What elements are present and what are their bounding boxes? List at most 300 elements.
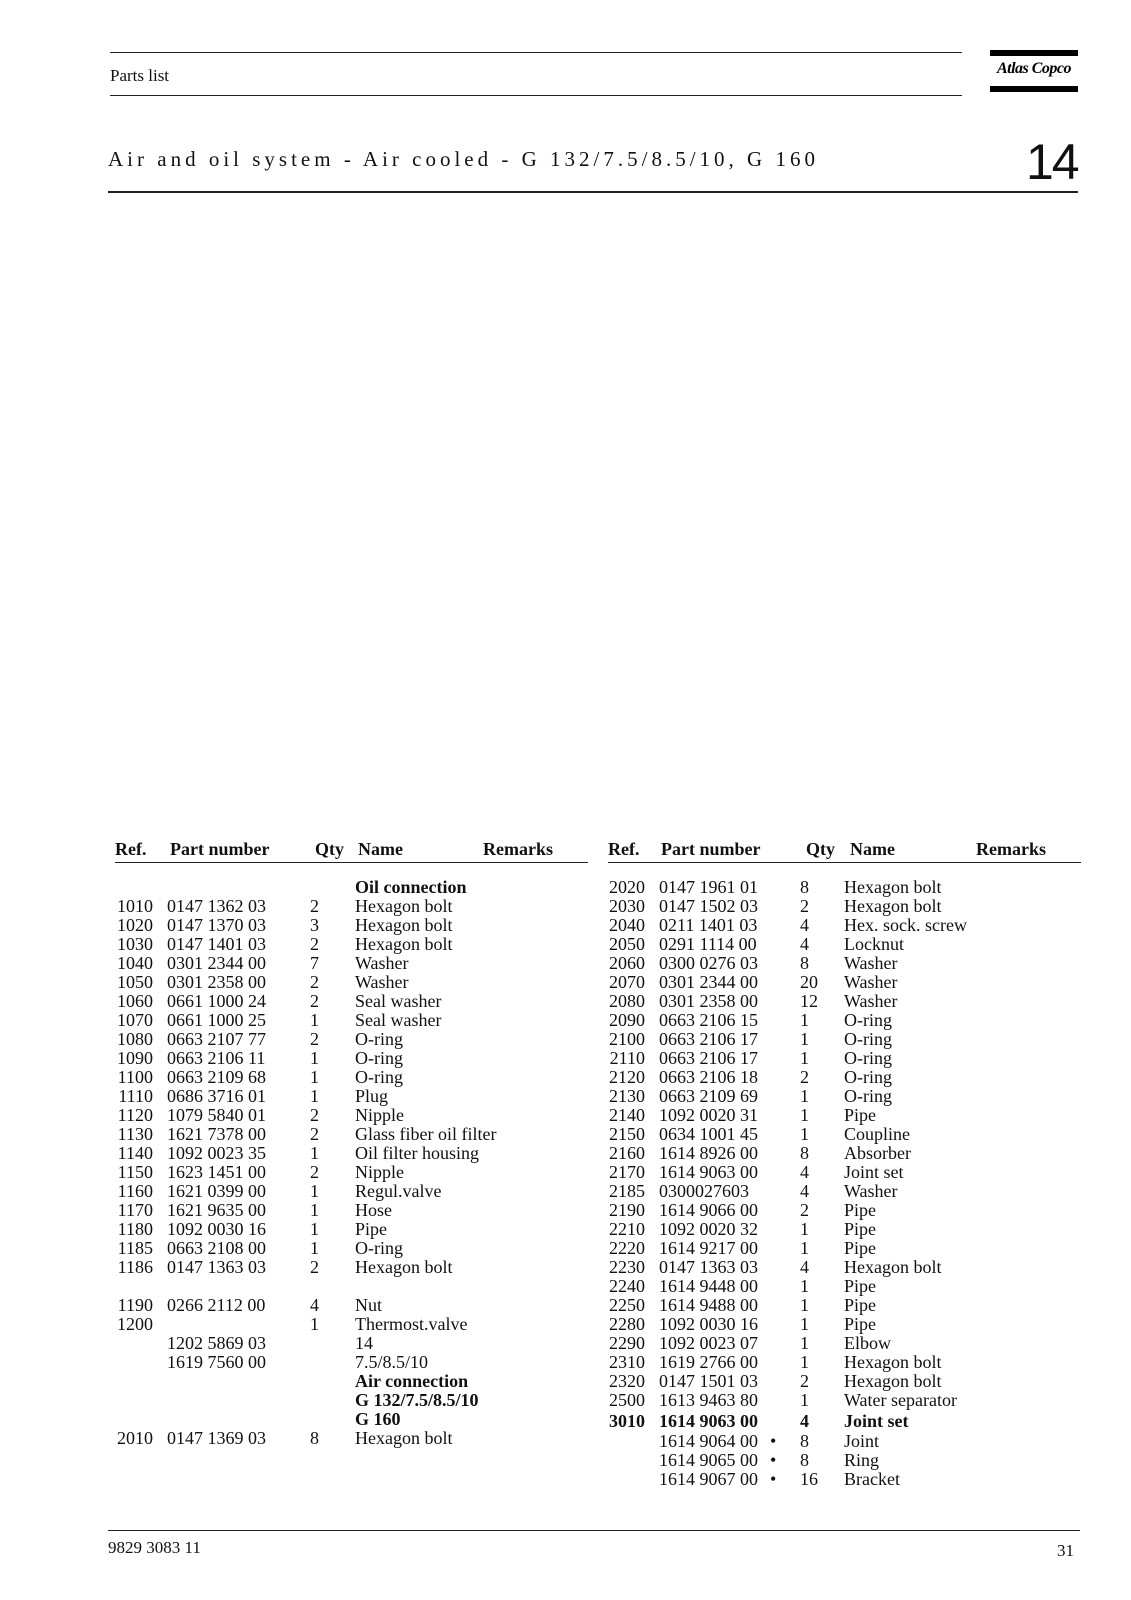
parts-row xyxy=(113,1277,583,1296)
part-number-cell: 1092 0020 32 xyxy=(659,1219,758,1239)
name-cell: O-ring xyxy=(355,1067,403,1087)
ref-cell: 1010 xyxy=(117,896,153,916)
qty-cell: 2 xyxy=(310,1257,319,1277)
parts-row xyxy=(113,954,583,973)
qty-cell: 2 xyxy=(310,972,319,992)
qty-cell: 4 xyxy=(800,1162,809,1182)
part-number-cell: 1614 9065 00 xyxy=(659,1450,758,1470)
ref-cell: 1060 xyxy=(117,991,153,1011)
qty-cell: 2 xyxy=(800,1371,809,1391)
ref-cell: 1160 xyxy=(117,1181,153,1201)
name-cell: G 132/7.5/8.5/10 xyxy=(355,1390,479,1410)
name-cell: Nipple xyxy=(355,1105,404,1125)
name-cell: Hexagon bolt xyxy=(844,896,942,916)
col-head-ref: Ref. xyxy=(115,839,147,859)
ref-cell: 1186 xyxy=(117,1257,153,1277)
ref-cell: 2500 xyxy=(609,1390,645,1410)
ref-cell: 2060 xyxy=(609,953,645,973)
qty-cell: 1 xyxy=(800,1086,809,1106)
name-cell: Pipe xyxy=(844,1276,877,1296)
name-cell: O-ring xyxy=(844,1029,892,1049)
name-cell: Joint set xyxy=(844,1411,909,1431)
part-number-cell: 0147 1363 03 xyxy=(659,1257,758,1277)
parts-row xyxy=(113,1239,583,1258)
qty-cell: 8 xyxy=(800,877,809,897)
qty-cell: 1 xyxy=(800,1105,809,1125)
parts-row xyxy=(605,1087,1075,1106)
parts-row xyxy=(605,935,1075,954)
name-cell: Bracket xyxy=(844,1469,900,1489)
name-cell: Air connection xyxy=(355,1371,469,1391)
title-rule xyxy=(108,191,1078,193)
parts-row xyxy=(113,1144,583,1163)
parts-row xyxy=(605,1125,1075,1144)
name-cell: O-ring xyxy=(844,1067,892,1087)
col-head-remarks: Remarks xyxy=(483,839,553,859)
part-number-cell: 1614 9217 00 xyxy=(659,1238,758,1258)
name-cell: Hexagon bolt xyxy=(355,896,453,916)
part-number-cell: 1092 0030 16 xyxy=(167,1219,266,1239)
parts-row xyxy=(113,1258,583,1277)
parts-row xyxy=(605,1315,1075,1334)
parts-row xyxy=(605,1049,1075,1068)
qty-cell: 7 xyxy=(310,953,319,973)
name-cell: Hexagon bolt xyxy=(355,915,453,935)
qty-cell: 2 xyxy=(310,1162,319,1182)
ref-cell: 2240 xyxy=(609,1276,645,1296)
parts-row xyxy=(113,1163,583,1182)
part-number-cell: 0663 2106 17 xyxy=(659,1029,758,1049)
table-right-rule xyxy=(608,862,1081,863)
ref-cell: 2160 xyxy=(609,1143,645,1163)
col-head-qty: Qty xyxy=(806,839,835,859)
name-cell: Oil connection xyxy=(355,877,467,897)
name-cell: Regul.valve xyxy=(355,1181,442,1201)
qty-cell: 4 xyxy=(800,934,809,954)
part-number-cell: 0147 1401 03 xyxy=(167,934,266,954)
ref-cell: 3010 xyxy=(609,1411,645,1431)
part-number-cell: 0661 1000 25 xyxy=(167,1010,266,1030)
part-number-cell: 1619 7560 00 xyxy=(167,1352,266,1372)
parts-row xyxy=(605,1353,1075,1372)
parts-row xyxy=(113,1391,583,1410)
name-cell: 7.5/8.5/10 xyxy=(355,1352,429,1372)
parts-row xyxy=(605,954,1075,973)
ref-cell: 1180 xyxy=(117,1219,153,1239)
name-cell: Hexagon bolt xyxy=(355,1257,453,1277)
part-number-cell: 0663 2106 17 xyxy=(659,1048,758,1068)
name-cell: Washer xyxy=(844,1181,898,1201)
qty-cell: 2 xyxy=(310,1124,319,1144)
part-number-cell: 1614 9448 00 xyxy=(659,1276,758,1296)
atlas-copco-logo xyxy=(990,50,1078,93)
col-head-ref: Ref. xyxy=(608,839,640,859)
qty-cell: 3 xyxy=(310,915,319,935)
parts-row xyxy=(605,1470,1075,1489)
part-number-cell: 0686 3716 01 xyxy=(167,1086,266,1106)
qty-cell: 1 xyxy=(800,1124,809,1144)
header-bottom-rule xyxy=(110,95,962,96)
part-number-cell: 0301 2358 00 xyxy=(167,972,266,992)
logo-text: Atlas Copco xyxy=(996,60,1072,77)
parts-row xyxy=(113,973,583,992)
bullet-cell: • xyxy=(770,1469,777,1489)
name-cell: Plug xyxy=(355,1086,389,1106)
qty-cell: 1 xyxy=(800,1314,809,1334)
parts-row xyxy=(605,1239,1075,1258)
qty-cell: 2 xyxy=(800,896,809,916)
qty-cell: 20 xyxy=(800,972,818,992)
qty-cell: 4 xyxy=(310,1295,319,1315)
qty-cell: 1 xyxy=(310,1219,319,1239)
name-cell: Ring xyxy=(844,1450,880,1470)
parts-row xyxy=(113,992,583,1011)
qty-cell: 1 xyxy=(800,1010,809,1030)
name-cell: Pipe xyxy=(844,1314,877,1334)
ref-cell: 1140 xyxy=(117,1143,153,1163)
parts-row xyxy=(113,1372,583,1391)
page-number: 31 xyxy=(1057,1541,1074,1560)
part-number-cell: 1614 8926 00 xyxy=(659,1143,758,1163)
ref-cell: 1185 xyxy=(117,1238,153,1258)
part-number-cell: 0147 1370 03 xyxy=(167,915,266,935)
qty-cell: 2 xyxy=(310,896,319,916)
part-number-cell: 1621 0399 00 xyxy=(167,1181,266,1201)
qty-cell: 1 xyxy=(310,1200,319,1220)
parts-row xyxy=(605,1451,1075,1470)
part-number-cell: 0147 1501 03 xyxy=(659,1371,758,1391)
name-cell: Pipe xyxy=(844,1238,877,1258)
header-label: Parts list xyxy=(110,66,170,85)
name-cell: Pipe xyxy=(355,1219,388,1239)
ref-cell: 2140 xyxy=(609,1105,645,1125)
qty-cell: 1 xyxy=(800,1219,809,1239)
parts-row xyxy=(605,1144,1075,1163)
name-cell: Glass fiber oil filter xyxy=(355,1124,497,1144)
col-head-remarks: Remarks xyxy=(976,839,1046,859)
part-number-cell: 1614 9067 00 xyxy=(659,1469,758,1489)
parts-row xyxy=(113,935,583,954)
name-cell: Pipe xyxy=(844,1105,877,1125)
name-cell: Nipple xyxy=(355,1162,404,1182)
table-left-rule xyxy=(115,862,588,863)
parts-row xyxy=(113,1353,583,1372)
ref-cell: 1080 xyxy=(117,1029,153,1049)
qty-cell: 1 xyxy=(310,1181,319,1201)
ref-cell: 2170 xyxy=(609,1162,645,1182)
name-cell: O-ring xyxy=(355,1029,403,1049)
bullet-cell: • xyxy=(770,1450,777,1470)
ref-cell: 2110 xyxy=(609,1048,645,1068)
name-cell: Absorber xyxy=(844,1143,911,1163)
ref-cell: 1110 xyxy=(118,1086,153,1106)
qty-cell: 1 xyxy=(800,1048,809,1068)
parts-row xyxy=(605,916,1075,935)
parts-row xyxy=(605,1410,1075,1432)
ref-cell: 2080 xyxy=(609,991,645,1011)
name-cell: Hexagon bolt xyxy=(355,934,453,954)
qty-cell: 2 xyxy=(310,1029,319,1049)
qty-cell: 1 xyxy=(800,1352,809,1372)
name-cell: Hexagon bolt xyxy=(844,1371,942,1391)
qty-cell: 1 xyxy=(310,1010,319,1030)
part-number-cell: 0663 2109 69 xyxy=(659,1086,758,1106)
parts-row xyxy=(605,1163,1075,1182)
part-number-cell: 0147 1961 01 xyxy=(659,877,758,897)
ref-cell: 1190 xyxy=(117,1295,153,1315)
ref-cell: 2150 xyxy=(609,1124,645,1144)
ref-cell: 2290 xyxy=(609,1333,645,1353)
ref-cell: 2185 xyxy=(609,1181,645,1201)
part-number-cell: 1621 9635 00 xyxy=(167,1200,266,1220)
name-cell: Seal washer xyxy=(355,991,442,1011)
col-head-part-number: Part number xyxy=(661,839,761,859)
qty-cell: 1 xyxy=(800,1333,809,1353)
part-number-cell: 0266 2112 00 xyxy=(167,1295,266,1315)
part-number-cell: 1614 9063 00 xyxy=(659,1411,758,1431)
ref-cell: 2230 xyxy=(609,1257,645,1277)
ref-cell: 2130 xyxy=(609,1086,645,1106)
name-cell: Joint set xyxy=(844,1162,904,1182)
ref-cell: 1020 xyxy=(117,915,153,935)
parts-row xyxy=(113,1030,583,1049)
parts-row xyxy=(113,916,583,935)
qty-cell: 1 xyxy=(800,1295,809,1315)
name-cell: Hex. sock. screw xyxy=(844,915,967,935)
part-number-cell: 1614 9066 00 xyxy=(659,1200,758,1220)
name-cell: Thermost.valve xyxy=(355,1314,468,1334)
ref-cell: 2310 xyxy=(609,1352,645,1372)
qty-cell: 1 xyxy=(800,1238,809,1258)
parts-row xyxy=(605,1277,1075,1296)
part-number-cell: 0211 1401 03 xyxy=(659,915,758,935)
qty-cell: 2 xyxy=(310,1105,319,1125)
parts-row xyxy=(605,1030,1075,1049)
name-cell: Water separator xyxy=(844,1390,957,1410)
ref-cell: 1200 xyxy=(117,1314,153,1334)
name-cell: Nut xyxy=(355,1295,382,1315)
qty-cell: 12 xyxy=(800,991,818,1011)
parts-row xyxy=(605,1201,1075,1220)
parts-row xyxy=(605,1372,1075,1391)
parts-row xyxy=(113,1429,583,1448)
name-cell: Seal washer xyxy=(355,1010,442,1030)
parts-list-left xyxy=(113,878,583,1448)
name-cell: O-ring xyxy=(355,1238,403,1258)
header-top-rule xyxy=(110,52,962,53)
part-number-cell: 0661 1000 24 xyxy=(167,991,266,1011)
part-number-cell: 0663 2106 18 xyxy=(659,1067,758,1087)
logo-top-bar xyxy=(990,50,1078,56)
ref-cell: 2250 xyxy=(609,1295,645,1315)
part-number-cell: 1614 9064 00 xyxy=(659,1431,758,1451)
parts-row xyxy=(113,1220,583,1239)
parts-row xyxy=(605,1432,1075,1451)
logo-bottom-bar xyxy=(990,86,1078,92)
part-number-cell: 1619 2766 00 xyxy=(659,1352,758,1372)
ref-cell: 2280 xyxy=(609,1314,645,1334)
qty-cell: 4 xyxy=(800,1257,809,1277)
part-number-cell: 0663 2107 77 xyxy=(167,1029,266,1049)
part-number-cell: 1202 5869 03 xyxy=(167,1333,266,1353)
parts-row xyxy=(605,1106,1075,1125)
col-head-name: Name xyxy=(850,839,895,859)
parts-row xyxy=(113,1011,583,1030)
name-cell: Washer xyxy=(355,972,409,992)
ref-cell: 1100 xyxy=(117,1067,153,1087)
qty-cell: 1 xyxy=(800,1390,809,1410)
ref-cell: 2320 xyxy=(609,1371,645,1391)
ref-cell: 2010 xyxy=(117,1428,153,1448)
parts-row xyxy=(605,1011,1075,1030)
part-number-cell: 0301 2344 00 xyxy=(167,953,266,973)
ref-cell: 2100 xyxy=(609,1029,645,1049)
part-number-cell: 1092 0020 31 xyxy=(659,1105,758,1125)
qty-cell: 4 xyxy=(800,915,809,935)
ref-cell: 1070 xyxy=(117,1010,153,1030)
col-head-qty: Qty xyxy=(315,839,344,859)
qty-cell: 8 xyxy=(800,1143,809,1163)
parts-row xyxy=(113,1068,583,1087)
parts-row xyxy=(113,1182,583,1201)
bullet-cell: • xyxy=(770,1431,777,1451)
name-cell: Elbow xyxy=(844,1333,891,1353)
qty-cell: 1 xyxy=(310,1314,319,1334)
qty-cell: 2 xyxy=(800,1200,809,1220)
ref-cell: 2210 xyxy=(609,1219,645,1239)
qty-cell: 1 xyxy=(310,1143,319,1163)
ref-cell: 1150 xyxy=(117,1162,153,1182)
col-head-part-number: Part number xyxy=(170,839,270,859)
section-title: Air and oil system - Air cooled - G 132/7.5/8.5/10, G 160 xyxy=(108,147,819,171)
name-cell: Hexagon bolt xyxy=(844,877,942,897)
qty-cell: 8 xyxy=(310,1428,319,1448)
qty-cell: 2 xyxy=(800,1067,809,1087)
name-cell: Joint xyxy=(844,1431,880,1451)
ref-cell: 2090 xyxy=(609,1010,645,1030)
ref-cell: 2070 xyxy=(609,972,645,992)
name-cell: Hexagon bolt xyxy=(844,1257,942,1277)
qty-cell: 8 xyxy=(800,1431,809,1451)
ref-cell: 1170 xyxy=(117,1200,153,1220)
name-cell: Pipe xyxy=(844,1295,877,1315)
parts-row xyxy=(605,1182,1075,1201)
part-number-cell: 1621 7378 00 xyxy=(167,1124,266,1144)
parts-row xyxy=(113,1315,583,1334)
qty-cell: 1 xyxy=(310,1048,319,1068)
name-cell: O-ring xyxy=(844,1010,892,1030)
part-number-cell: 0663 2108 00 xyxy=(167,1238,266,1258)
name-cell: Pipe xyxy=(844,1200,877,1220)
name-cell: Hexagon bolt xyxy=(844,1352,942,1372)
parts-row xyxy=(605,878,1075,897)
part-number-cell: 0663 2106 15 xyxy=(659,1010,758,1030)
part-number-cell: 0301 2358 00 xyxy=(659,991,758,1011)
part-number-cell: 0663 2109 68 xyxy=(167,1067,266,1087)
footer-rule xyxy=(108,1530,1080,1531)
name-cell: O-ring xyxy=(355,1048,403,1068)
parts-row xyxy=(113,1087,583,1106)
parts-row xyxy=(113,878,583,897)
parts-row xyxy=(605,1068,1075,1087)
part-number-cell: 1614 9488 00 xyxy=(659,1295,758,1315)
name-cell: Washer xyxy=(844,953,898,973)
part-number-cell: 0147 1369 03 xyxy=(167,1428,266,1448)
qty-cell: 1 xyxy=(310,1238,319,1258)
part-number-cell: 0301 2344 00 xyxy=(659,972,758,992)
part-number-cell: 1092 0023 35 xyxy=(167,1143,266,1163)
part-number-cell: 1614 9063 00 xyxy=(659,1162,758,1182)
part-number-cell: 1623 1451 00 xyxy=(167,1162,266,1182)
qty-cell: 4 xyxy=(800,1411,809,1431)
qty-cell: 1 xyxy=(310,1067,319,1087)
name-cell: Coupline xyxy=(844,1124,910,1144)
ref-cell: 2050 xyxy=(609,934,645,954)
ref-cell: 1050 xyxy=(117,972,153,992)
name-cell: Hexagon bolt xyxy=(355,1428,453,1448)
parts-row xyxy=(605,1258,1075,1277)
parts-row xyxy=(113,897,583,916)
parts-row xyxy=(113,1125,583,1144)
parts-row xyxy=(113,1296,583,1315)
parts-row xyxy=(605,1334,1075,1353)
ref-cell: 2190 xyxy=(609,1200,645,1220)
part-number-cell: 0300 0276 03 xyxy=(659,953,758,973)
qty-cell: 2 xyxy=(310,934,319,954)
qty-cell: 2 xyxy=(310,991,319,1011)
name-cell: Hose xyxy=(355,1200,392,1220)
ref-cell: 1030 xyxy=(117,934,153,954)
qty-cell: 4 xyxy=(800,1181,809,1201)
parts-row xyxy=(113,1106,583,1125)
part-number-cell: 0147 1363 03 xyxy=(167,1257,266,1277)
part-number-cell: 0147 1362 03 xyxy=(167,896,266,916)
name-cell: Washer xyxy=(844,972,898,992)
qty-cell: 1 xyxy=(310,1086,319,1106)
parts-row xyxy=(605,1296,1075,1315)
name-cell: Pipe xyxy=(844,1219,877,1239)
part-number-cell: 1079 5840 01 xyxy=(167,1105,266,1125)
parts-row xyxy=(113,1410,583,1429)
chapter-number: 14 xyxy=(1026,134,1078,190)
name-cell: O-ring xyxy=(844,1048,892,1068)
part-number-cell: 0663 2106 11 xyxy=(167,1048,266,1068)
qty-cell: 8 xyxy=(800,1450,809,1470)
name-cell: Locknut xyxy=(844,934,904,954)
name-cell: O-ring xyxy=(844,1086,892,1106)
ref-cell: 2040 xyxy=(609,915,645,935)
ref-cell: 2020 xyxy=(609,877,645,897)
part-number-cell: 0300027603 xyxy=(659,1181,749,1201)
ref-cell: 1130 xyxy=(117,1124,153,1144)
parts-row xyxy=(605,897,1075,916)
ref-cell: 2030 xyxy=(609,896,645,916)
parts-row xyxy=(605,1220,1075,1239)
col-head-name: Name xyxy=(358,839,403,859)
part-number-cell: 0634 1001 45 xyxy=(659,1124,758,1144)
parts-row xyxy=(605,992,1075,1011)
part-number-cell: 1092 0030 16 xyxy=(659,1314,758,1334)
name-cell: Washer xyxy=(844,991,898,1011)
ref-cell: 2220 xyxy=(609,1238,645,1258)
qty-cell: 1 xyxy=(800,1029,809,1049)
qty-cell: 16 xyxy=(800,1469,818,1489)
document-number: 9829 3083 11 xyxy=(108,1538,201,1557)
parts-list-right xyxy=(605,878,1075,1489)
name-cell: Washer xyxy=(355,953,409,973)
part-number-cell: 0147 1502 03 xyxy=(659,896,758,916)
parts-row xyxy=(113,1334,583,1353)
